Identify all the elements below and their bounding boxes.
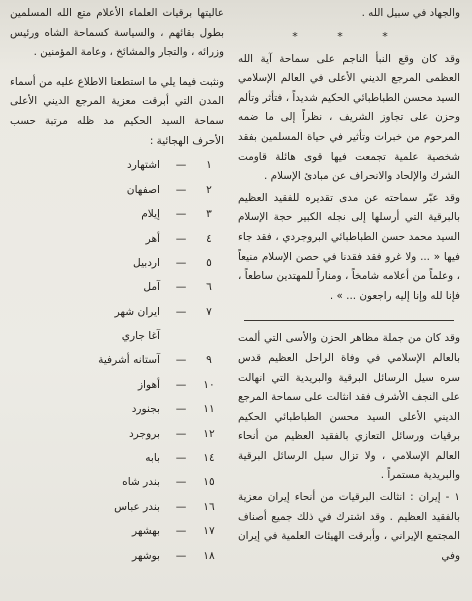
list-number: ١٤ [203, 452, 215, 465]
city-name: بروجرد [128, 427, 160, 440]
list-number: ٦ [206, 281, 212, 294]
list-item [10, 373, 224, 397]
list-number: ١٥ [203, 476, 215, 489]
list-item [10, 202, 224, 226]
list-item [10, 178, 224, 202]
paragraph-1: وقد كان وقع النبأ الناجم على سماحة آية الله العظمى المرجع الديني الأعلى في العالم الإسلامي السيد محسن الطباطبائي الحكيم شديداً ، فتأثر وتألم وحزن على تجاوز الشريف ، نظراً إلى ما ضمه المرحوم من خبرات وتأثير في حياة المسلمين بفقد شخصية علمية تجمعت فيها قوى هائلة قاومت الشرك والإلحاد والانحراف عن مبادئ الإسلام . [238, 52, 460, 183]
city-name: ايران شهر [114, 305, 160, 318]
list-dash: — [175, 378, 187, 391]
list-number: ٧ [206, 305, 212, 318]
city-name: بندر عباس [114, 500, 160, 513]
list-dash: — [175, 354, 187, 367]
list-item [10, 397, 224, 421]
right-column [238, 4, 460, 566]
list-dash: — [175, 476, 187, 489]
list-dash: — [175, 256, 187, 269]
paragraph-3: وقد كان من جملة مظاهر الحزن والأسى التي ألمت بالعالم الإسلامي في وفاة الراحل العظيم قدس سره سيل الرسائل البرقية والبريدية التي انهالت على النجف الأشرف فقد انثالت على سماحة المرجع الديني الأعلى السيد محسن الطباطبائي الحكيم برقيات ورسائل التعازي بالفقيد العظيم من أنحاء العالم الإسلامي ، ولا تزال سيل الرسائل البرقية والبريدية مستمراً . [238, 332, 460, 482]
list-item [10, 446, 224, 470]
list-dash: — [175, 183, 187, 196]
list-item [10, 470, 224, 494]
list-item [10, 251, 224, 275]
list-number: ٢ [206, 183, 212, 196]
list-dash: — [175, 500, 187, 513]
city-name: آمل [143, 281, 160, 294]
list-number: ٤ [206, 232, 212, 245]
list-number: ١٨ [203, 549, 215, 562]
list-item [10, 324, 224, 348]
city-name: إيلام [141, 208, 160, 221]
city-name: بوشهر [131, 549, 160, 562]
list-dash: — [175, 281, 187, 294]
city-name: بابه [145, 452, 160, 465]
list-dash: — [175, 208, 187, 221]
list-item [10, 495, 224, 519]
list-item [10, 421, 224, 445]
list-number: ١٢ [203, 427, 215, 440]
list-dash: — [175, 159, 187, 172]
list-item [10, 275, 224, 299]
list-item [10, 519, 224, 543]
city-name: بجنورد [131, 403, 160, 416]
list-item [10, 153, 224, 177]
city-name: اشتهارد [127, 159, 160, 172]
list-dash: — [175, 549, 187, 562]
city-name: بهشهر [131, 525, 160, 538]
list-item [10, 226, 224, 250]
list-item [10, 300, 224, 324]
city-name: بندر شاه [122, 476, 160, 489]
left-column [10, 4, 224, 568]
list-dash: — [175, 427, 187, 440]
paragraph-4: ١ - إيران : انثالت البرقيات من أنحاء إيران معزية بالفقيد العظيم . وقد اشترك في ذلك جميع أصناف المجتمع الإيراني ، وأبرقت الهيئات العلمية في إيران وفي [238, 491, 460, 562]
list-number: ٥ [206, 256, 212, 269]
list-dash: — [175, 525, 187, 538]
list-dash: — [175, 403, 187, 416]
city-name: آستانه أشرفية [98, 354, 160, 367]
list-item [10, 543, 224, 567]
section-stars: * * * [292, 29, 406, 43]
cities-list [10, 153, 224, 568]
list-number: ١٦ [203, 500, 215, 513]
city-name: أهر [145, 232, 160, 245]
list-number: ٩ [206, 354, 212, 367]
list-number: ١٠ [203, 378, 215, 391]
list-number: ١١ [203, 403, 215, 416]
list-number: ١٧ [203, 525, 215, 538]
list-dash: — [175, 232, 187, 245]
left-paragraph-1: عاليتها برقيات العلماء الأعلام متع الله المسلمين بطول بقائهم ، والسياسة كسماحة الشاه ورئيس وزرائه ، والتجار والمشائخ ، وعامة المؤمنين . [10, 7, 224, 59]
left-paragraph-2: ونثبت فيما يلي ما استطعنا الاطلاع عليه من أسماء المدن التي أبرقت معزية المرجع الديني الأعلى سماحة السيد الحكيم مد ظله مرتبة حسب الأحرف الهجائية : [10, 75, 224, 147]
list-dash: — [175, 305, 187, 318]
list-number: ١ [206, 159, 212, 172]
list-number: ٣ [206, 208, 212, 221]
city-name: أهواز [137, 378, 160, 391]
paragraph-2: وقد عبّر سماحته عن مدى تقديره للفقيد العظيم بالبرقية التي أرسلها إلى نجله الكبير حجة الإسلام السيد محمد حسن الطباطبائي البروجردي ، فقد جاء فيها « ... ولا غرو فقد فقدنا في حصن الإسلام منيعاً ، وعلماً من أعلامه شامخاً ، ومناراً للمهتدين ساطعاً ، فإنا لله وإنا إليه راجعون ... » . [238, 191, 460, 302]
top-line: والجهاد في سبيل الله . [361, 7, 460, 19]
section-divider [244, 320, 454, 321]
city-name: آغا جاري [121, 330, 160, 343]
list-item [10, 348, 224, 372]
list-dash: — [175, 452, 187, 465]
city-name: اردبيل [133, 256, 160, 269]
city-name: اصفهان [126, 183, 160, 196]
